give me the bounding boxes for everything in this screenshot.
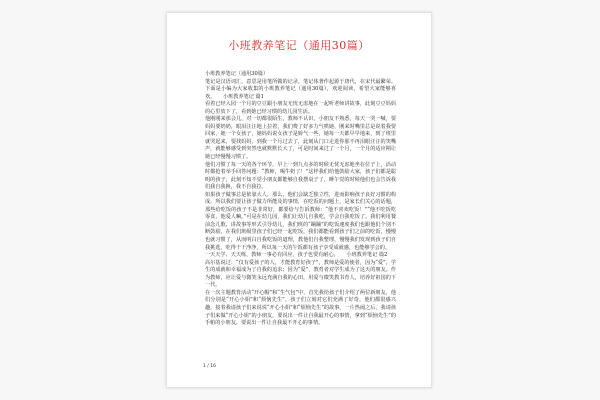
document-body — [205, 71, 396, 328]
paragraph: 他刚刚来那会儿，对一切都很陌生，教师不认识，小朋友不熟悉，每天一哭一喊，要妈妈要奶奶，眼泪汪汪地上拉着，我们费了好多力气哄她，刚来时嘴里总是说着我要回家，她一个女孩子，她妈妈说女孩子是娇气一些，她每一天都早早地来，到了班里就哭起来，要找妈妈，到我一个月过去了，此刻从门口走进你那不再泪眼汪汪的笑嘴声，就能够感受到突然也就默默长大了，可是时间来过了一个月，一个月的适应期让她已经慢慢习惯了。 — [205, 116, 396, 161]
paragraph-intro: 笔记是汉语词汇，意思是用笔所做的记录。笔记体著作起源于唐代，在宋代最繁荣。下面是小编为大家收集的小班教养笔记（通用30篇），欢迎阅读，希望大家能够喜欢。 小班教养笔记 篇1 — [205, 78, 396, 100]
page-number: 1 / 16 — [203, 364, 216, 369]
document-title: 小班教养笔记（通用30篇） — [228, 39, 370, 52]
paragraph: 看着已经入园一个月的豆豆跟小朋友无忧无虑地在一起听老师讲故事，此刻豆豆妈妈的心里放下了，看到她已经习惯的幼儿园生活。 — [205, 101, 396, 115]
document-page — [166, 12, 432, 388]
paragraph-subtitle: 小班教养笔记（通用30篇） — [205, 71, 269, 77]
paragraph: 高尔基说过：“仅有爱孩子的人，才能教育好孩子”，教师是爱的使者，因为“爱”，学生的成就和幸福成为了自我的追求；因为“爱”，教育者对学生成为了这天的朋友。作为教师，应让爱与微笑永远充满自我的心田，用爱与微笑教书育人，培养好祖国的下一代。 — [205, 259, 396, 289]
paragraph: 在一次主题教育活动“开心帽”和“生气包”中，首先我给孩子们介绍了两位新朋友，他们分别是“开心小姐”和“烦恼先生”，孩子们立刻对它们充满了好奇，他们都很感兴趣，接着我请孩子们来说说“开心小姐”和“烦恼先生”的故事，一片热闹之后，我请孩子们来做“开心小姐”的小朋友，要说出一件让自我最开心的事情，拿到“烦恼先生”的手帕的小朋友，要说出一件让自我最不开心的事情。 — [205, 289, 396, 327]
paragraph: 一天天学、天天练，教师一事必有回应，孩子也要有耐心。 小班教养笔记 篇2 — [205, 252, 388, 259]
paragraph: 如果孩子做事总是依靠大人，那么，他们会缺乏独立性，进而影响孩子良好习惯的构成。所以我们要让孩子做力所能及的事情，在吃饭的问题上，是家长们关心的话题，那些给吃饭的孩子不是非常好，都要给与告诉教师：“他不喜欢吃饭！”“他不吃饭吃零食，他爱人嘛。”可是在幼儿园，我们让幼儿自我吃，学会自我吃饭了。我们利用餐前念儿歌、讲故事等形式引导幼儿，我们班的“蹦蹦”的吃饭速度我们也跟他们个别不断鼓励，在我们班级里孩子们已经一起吃饭，我们都能看到孩子们之前的吃饭，慢慢也就习惯了，从而明白自我吃饭的道理，教他们自我整理，慢慢我们发现到孩子们自我挑选，吃得干干净净，所以每一天的午饭都有孩子享受成就感，也能够学会的。 — [205, 191, 396, 251]
paragraph: 他们习惯了每一天的各个环节，早上一到九点多的时候无忧无虑地坐在位子上，活动时都抢着举手回答问题：“教师，喝牛奶了！”这样我们给他鼓励大家，孩子们都是聪明的孩子，此刻不知不觉小朋友都能够自我摆桌子了，睡午觉的时候他们也会告诉我们我自我换，我不自我拉。 — [205, 161, 396, 191]
